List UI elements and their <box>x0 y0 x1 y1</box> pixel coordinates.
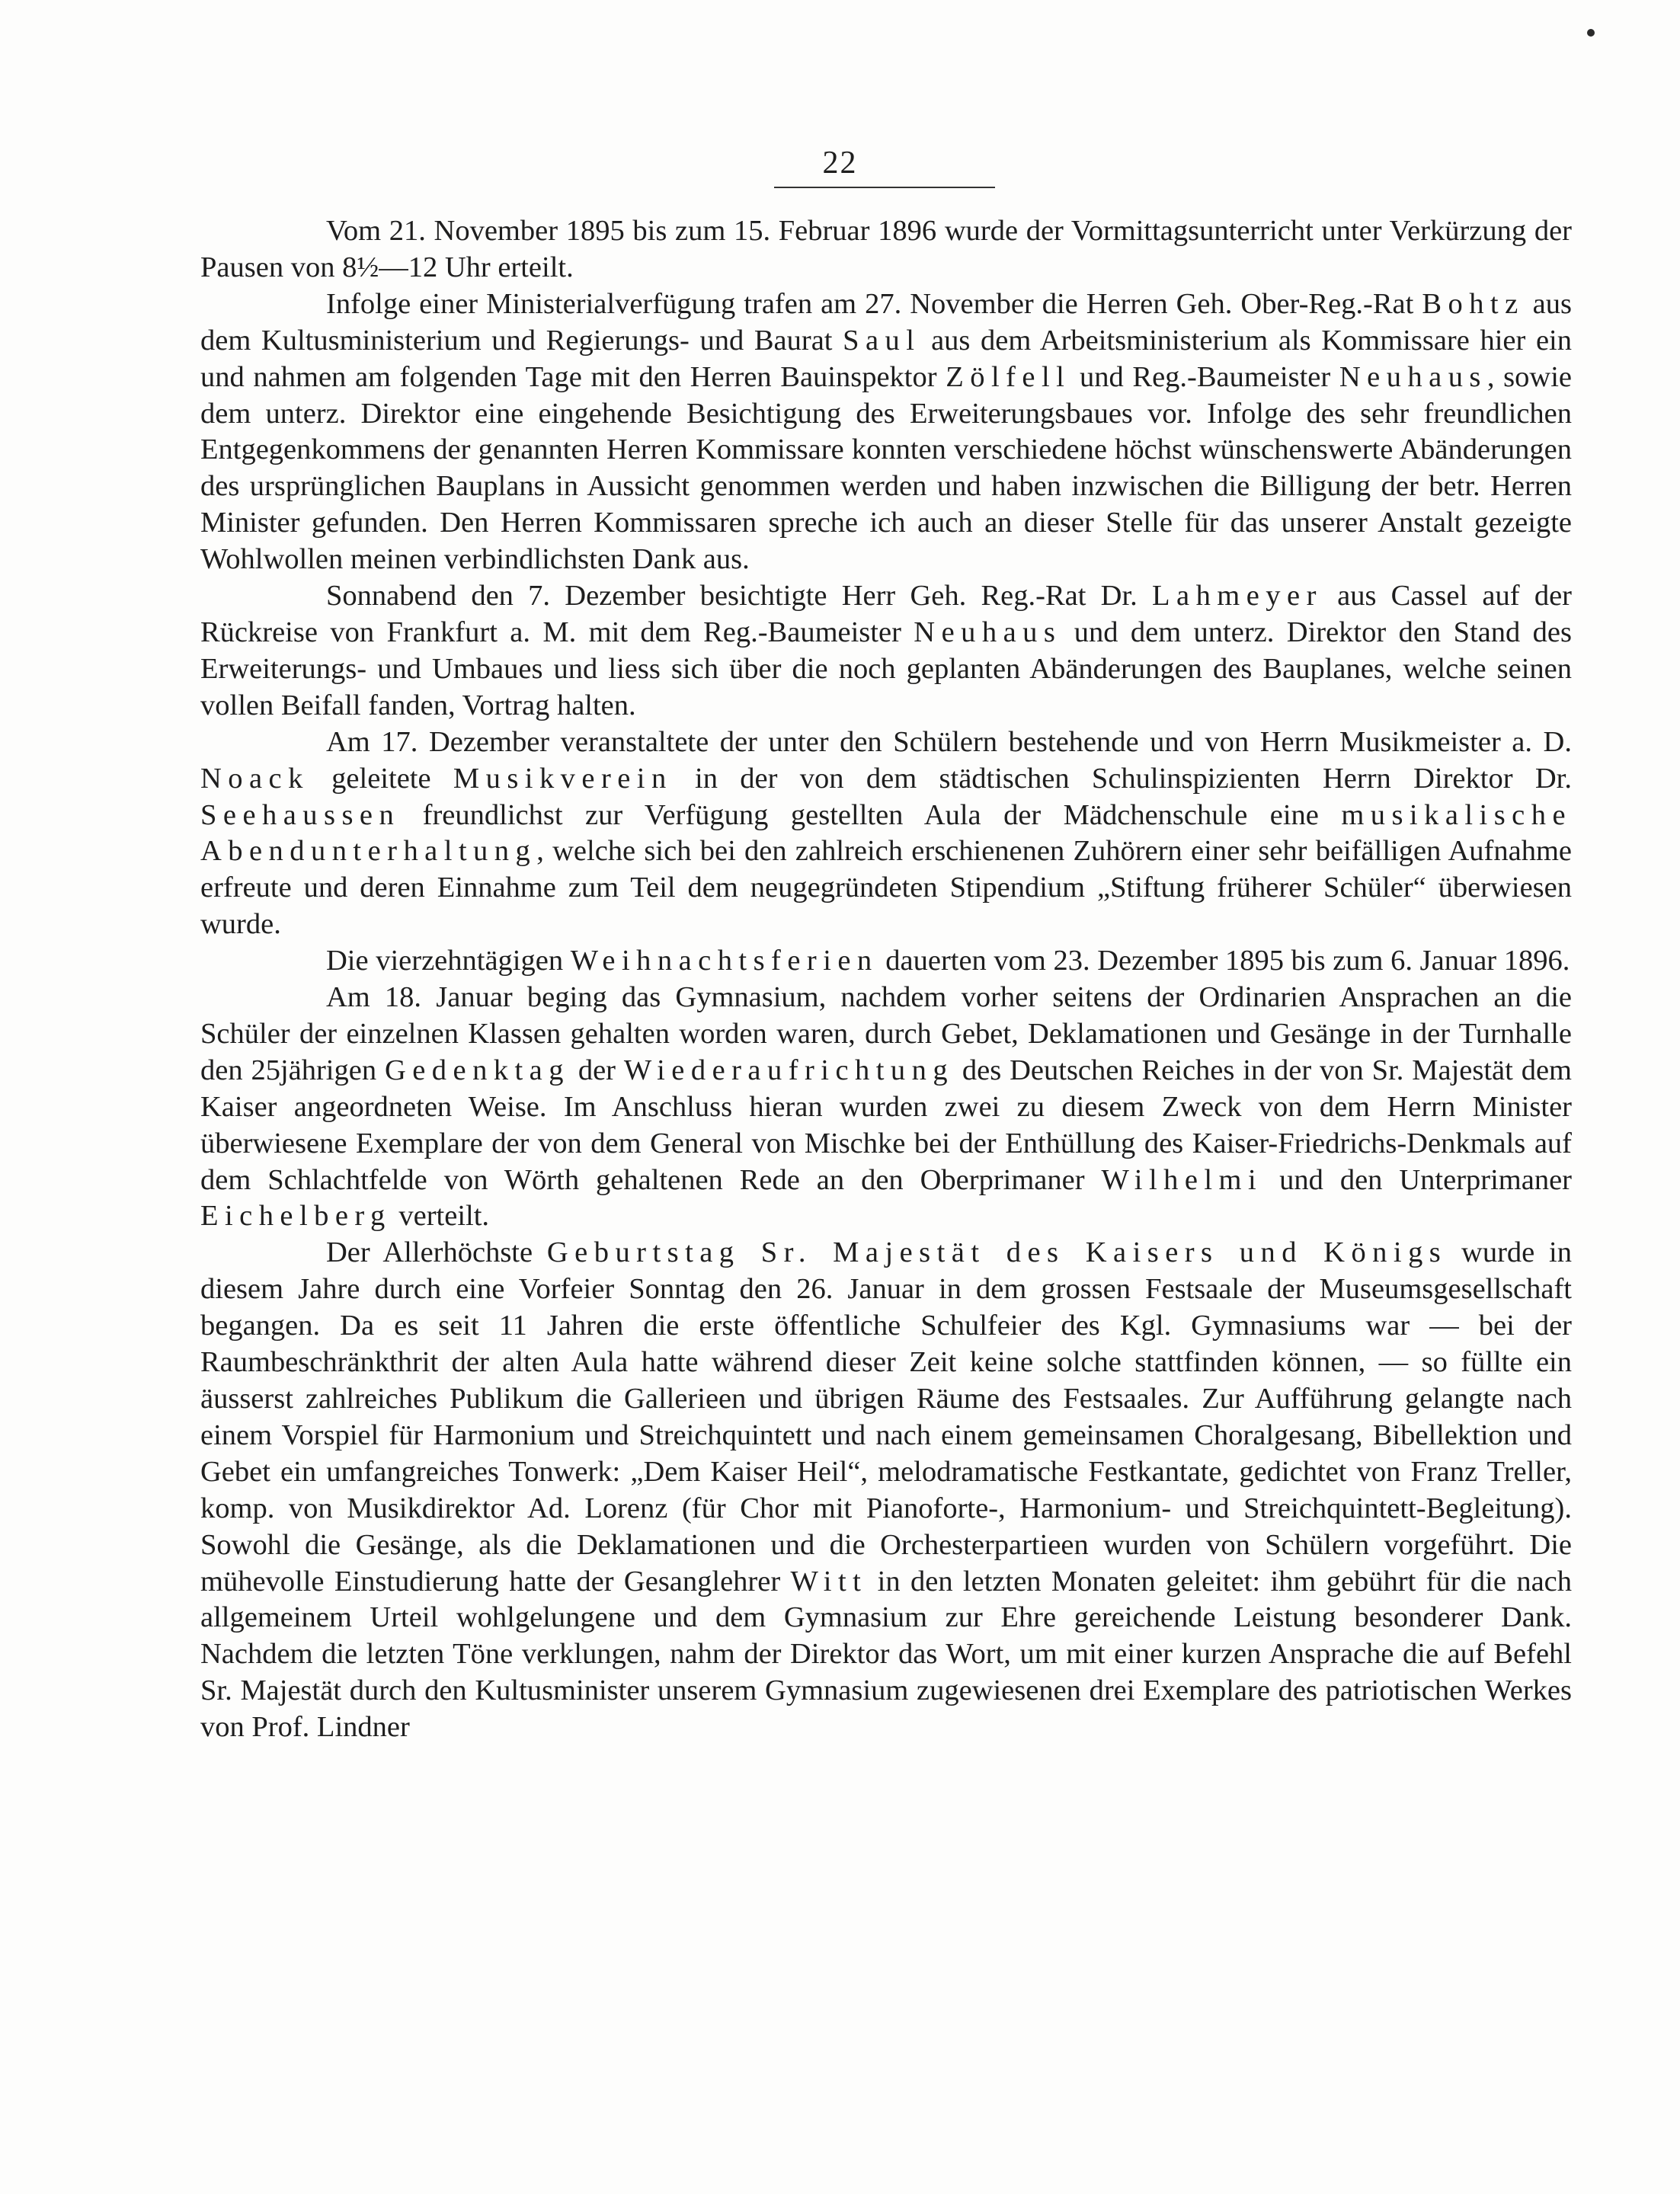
paragraph-text: Am 17. Dezember veranstaltete der unter den Schülern bestehende und von Herrn Musikmeister a. D. <box>326 725 1572 758</box>
paragraph <box>200 724 1572 943</box>
paragraph <box>200 213 1572 286</box>
paragraph-text: und dem unterz. Direktor den Stand des Erweiterungs- und Umbaues und liess sich über die noch geplanten Abänderungen des Bauplanes, welche seinen vollen Beifall fanden, Vortrag halten. <box>200 616 1572 721</box>
paragraph <box>200 286 1572 578</box>
spaced-emphasis-text: Witt <box>790 1565 868 1598</box>
body-text <box>200 213 1572 1746</box>
paragraph-text: der <box>569 1054 624 1086</box>
paragraph <box>200 943 1572 980</box>
paragraph-text: aus Cassel auf der Rückreise von Frankfurt a. M. mit dem Reg.-Baumeister <box>200 580 1572 648</box>
spaced-emphasis-text: Eichelberg <box>200 1200 392 1233</box>
corner-dot <box>1587 29 1595 37</box>
spaced-emphasis-text: Geburtstag Sr. Majestät des Kaisers und Königs <box>546 1236 1448 1269</box>
paragraph-text: Die vierzehntägigen <box>326 945 571 977</box>
paragraph-text: in der von dem städtischen Schulinspizienten Herrn Direktor Dr. <box>672 762 1572 795</box>
paragraph-text: verteilt. <box>391 1200 490 1233</box>
page-number: 22 <box>822 146 858 181</box>
paragraph-text: , welche sich bei den zahlreich erschienenen Zuhörern einer sehr beifälligen Aufnahme erfreute und deren Einnahme zum Teil dem neugegründeten Stipendium „Stiftung früherer Schüler“ überwiesen wurde. <box>200 835 1572 941</box>
spaced-emphasis-text: Zölfell <box>946 360 1071 393</box>
paragraph-text: Der Allerhöchste <box>326 1236 547 1269</box>
spaced-emphasis-text: Noack <box>200 762 309 795</box>
paragraph-text: Vom 21. November 1895 bis zum 15. Februar 1896 wurde der Vormittagsunterricht unter Verkürzung der Pausen von 8½—12 Uhr erteilt. <box>200 215 1572 283</box>
paragraph-text: Sonnabend den 7. Dezember besichtigte Herr Geh. Reg.-Rat Dr. <box>326 580 1153 612</box>
header-rule <box>774 187 995 188</box>
paragraph-text: wurde in diesem Jahre durch eine Vorfeier Sonntag den 26. Januar in dem grossen Festsaale der Museumsgesellschaft begangen. Da es seit 11 Jahren die erste öffentliche Schulfeier des Kgl. Gymnasiums war — bei der Raumbeschränkthrit der alten Aula hatte während dieser Zeit keine solche stattfinden können, — so füllte ein äusserst zahlreiches Publikum die Gallerieen und übrigen Räume des Festsaales. Zur Aufführung gelangte nach einem Vorspiel für Harmonium und Streichquintett und nach einem gemeinsamen Choralgesang, Bibellektion und Gebet ein umfangreiches Tonwerk: „Dem Kaiser Heil“, melodramatische Festkantate, gedichtet von Franz Treller, komp. von Musikdirektor Ad. Lorenz (für Chor mit Pianoforte-, Harmonium- und Streichquintett-Begleitung). Sowohl die Gesänge, als die Deklamationen und die Orchesterpartieen wurden von Schülern vorgeführt. Die mühevolle Einstudierung hatte der Gesanglehrer <box>200 1236 1572 1598</box>
paragraph <box>200 1235 1572 1746</box>
spaced-emphasis-text: Weihnachtsferien <box>570 945 878 977</box>
paragraph <box>200 578 1572 724</box>
paragraph-text: freundlichst zur Verfügung gestellten Aula der Mädchenschule eine <box>400 798 1342 831</box>
spaced-emphasis-text: Gedenktag <box>384 1054 570 1086</box>
spaced-emphasis-text: Saul <box>843 324 921 357</box>
paragraph-text: und Reg.-Baumeister <box>1070 360 1339 393</box>
spaced-emphasis-text: Lahmeyer <box>1152 580 1323 612</box>
spaced-emphasis-text: Bohtz <box>1422 287 1525 320</box>
spaced-emphasis-text: musikalische Abendunterhaltung <box>200 798 1572 868</box>
paragraph-text: geleitete <box>309 762 453 795</box>
paragraph-text: und den Unterprimaner <box>1262 1163 1572 1196</box>
paragraph-text: aus dem Arbeitsministerium als Kommissare hier ein und nahmen am folgenden Tage mit den Herren Bauinspektor <box>200 324 1572 393</box>
paragraph-text: des Deutschen Reiches in der von Sr. Majestät dem Kaiser angeordneten Weise. Im Anschluss hieran wurden zwei zu diesem Zweck von dem Herrn Minister überwiesene Exemplare der von dem General von Mischke bei der Enthüllung des Kaiser-Friedrichs-Denkmals auf dem Schlachtfelde von Wörth gehaltenen Rede an den Oberprimaner <box>200 1054 1572 1196</box>
paragraph-text: in den letzten Monaten geleitet: ihm gebührt für die nach allgemeinem Urteil wohlgelungene und dem Gymnasium zur Ehre gereichende Leistung besonderer Dank. Nachdem die letzten Töne verklungen, nahm der Direktor das Wort, um mit einer kurzen Ansprache die auf Befehl Sr. Majestät durch den Kultusminister unserem Gymnasium zugewiesenen drei Exemplare des patriotischen Werkes von Prof. Lindner <box>200 1565 1572 1744</box>
paragraph-text: dauerten vom 23. Dezember 1895 bis zum 6. Januar 1896. <box>878 945 1570 977</box>
spaced-emphasis-text: Wilhelmi <box>1101 1163 1263 1196</box>
spaced-emphasis-text: Wiederaufrichtung <box>623 1054 955 1086</box>
spaced-emphasis-text: Neuhaus <box>1339 360 1487 393</box>
paragraph-text: aus dem Kultusministerium und Regierungs- und Baurat <box>200 287 1572 357</box>
spaced-emphasis-text: Musikverein <box>453 762 673 795</box>
spaced-emphasis-text: Neuhaus <box>914 616 1062 648</box>
paragraph-text: Infolge einer Ministerialverfügung trafen am 27. November die Herren Geh. Ober-Reg.-Rat <box>326 287 1422 320</box>
paragraph <box>200 980 1572 1235</box>
paragraph-text: , sowie dem unterz. Direktor eine eingehende Besichtigung des Erweiterungsbaues vor. Infolge des sehr freundlichen Entgegenkommens der genannten Herren Kommissare konnten verschiedene höchst wünschenswerte Abänderungen des ursprünglichen Bauplans in Aussicht genommen werden und haben inzwischen die Billigung der betr. Herren Minister gefunden. Den Herren Kommissaren spreche ich auch an dieser Stelle für das unserer Anstalt gezeigte Wohlwollen meinen verbindlichsten Dank aus. <box>200 360 1572 576</box>
spaced-emphasis-text: Seehaussen <box>200 798 401 831</box>
paragraph-text: Am 18. Januar beging das Gymnasium, nachdem vorher seitens der Ordinarien Ansprachen an die Schüler der einzelnen Klassen gehalten worden waren, durch Gebet, Deklamationen und Gesänge in der Turnhalle den 25jährigen <box>200 981 1572 1086</box>
